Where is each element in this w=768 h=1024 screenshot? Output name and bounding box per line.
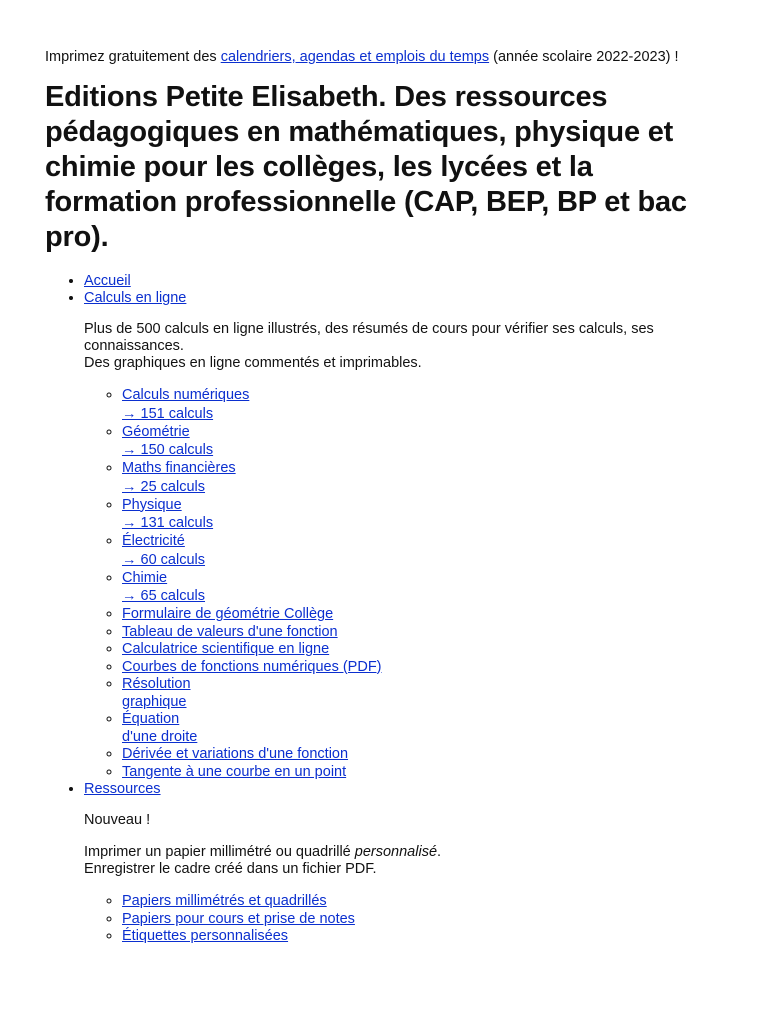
nav-item-home <box>84 273 723 290</box>
submenu-item <box>122 764 723 782</box>
ressources-desc-emphasis: personnalisé <box>354 844 438 860</box>
submenu-item <box>122 711 723 746</box>
submenu-item <box>122 460 723 496</box>
ressources-description <box>84 844 723 878</box>
ressources-desc-prefix: Imprimer un papier millimétré ou quadrillé <box>84 844 355 860</box>
calculs-desc-line2: Des graphiques en ligne commentés et imprimables. <box>84 355 422 371</box>
ressources-submenu <box>84 893 723 946</box>
ressources-link[interactable]: Ressources <box>84 781 161 797</box>
nav-item-calculs <box>84 290 723 781</box>
submenu-item <box>122 893 723 911</box>
submenu-label-line2: d'une droite <box>122 728 198 745</box>
submenu-label: Physique <box>122 496 182 513</box>
submenu-link[interactable]: Étiquettes personnalisées <box>122 928 289 944</box>
submenu-label: Résolution <box>122 676 191 692</box>
calc-count: → 25 calculs <box>122 478 206 495</box>
submenu-label: Équation <box>122 711 180 727</box>
submenu-link[interactable]: Tangente à une courbe en un point <box>122 763 347 780</box>
submenu-item <box>122 570 723 606</box>
promo-suffix: (année scolaire 2022-2023) ! <box>489 49 679 65</box>
calc-count: → 131 calculs <box>122 515 214 531</box>
submenu-item <box>122 624 723 642</box>
submenu-item <box>122 659 723 677</box>
submenu-link[interactable]: Dérivée et variations d'une fonction <box>122 746 349 762</box>
submenu-label: Géométrie <box>122 423 190 440</box>
submenu-link[interactable] <box>122 460 723 496</box>
main-nav <box>45 273 723 946</box>
new-badge: Nouveau ! <box>84 812 151 828</box>
submenu-label: Électricité <box>122 533 185 549</box>
calculs-submenu <box>84 387 723 781</box>
calculs-link[interactable]: Calculs en ligne <box>84 290 187 306</box>
submenu-item <box>122 676 723 711</box>
submenu-item <box>122 533 723 569</box>
submenu-link[interactable] <box>122 676 191 710</box>
promo-prefix: Imprimez gratuitement des <box>45 49 221 65</box>
submenu-item <box>122 424 723 460</box>
submenu-link[interactable]: Tableau de valeurs d'une fonction <box>122 623 338 640</box>
calc-count: → 65 calculs <box>122 588 206 604</box>
calc-count: → 60 calculs <box>122 551 206 568</box>
calendars-link[interactable]: calendriers, agendas et emplois du temps <box>220 49 490 65</box>
submenu-link[interactable] <box>122 570 723 606</box>
promo-banner <box>45 47 723 67</box>
submenu-link[interactable]: Courbes de fonctions numériques (PDF) <box>122 658 382 675</box>
calc-count: → 150 calculs <box>122 442 214 458</box>
submenu-label-line2: graphique <box>122 693 187 710</box>
submenu-label: Calculs numériques <box>122 387 250 403</box>
submenu-link[interactable] <box>122 711 197 745</box>
submenu-item <box>122 606 723 624</box>
submenu-link[interactable] <box>122 387 723 423</box>
submenu-item <box>122 746 723 764</box>
submenu-link[interactable]: Formulaire de géométrie Collège <box>122 606 334 622</box>
submenu-item <box>122 928 723 946</box>
submenu-link[interactable] <box>122 424 723 460</box>
submenu-item <box>122 911 723 929</box>
calc-count: → 151 calculs <box>122 405 214 422</box>
ressources-desc-suffix: . <box>437 844 442 860</box>
submenu-link[interactable] <box>122 533 723 569</box>
submenu-label: Maths financières <box>122 460 236 476</box>
page-title: Editions Petite Elisabeth. Des ressources pédagogiques en mathématiques, physique et chimie pour les collèges, les lycées et la formation professionnelle (CAP, BEP, BP et bac pro). <box>45 81 687 253</box>
submenu-link[interactable] <box>122 497 723 533</box>
submenu-link[interactable]: Papiers pour cours et prise de notes <box>122 910 355 927</box>
submenu-item <box>122 387 723 423</box>
submenu-link[interactable]: Calculatrice scientifique en ligne <box>122 641 330 657</box>
nav-item-ressources <box>84 781 723 946</box>
home-link[interactable]: Accueil <box>84 273 131 289</box>
submenu-label: Chimie <box>122 569 168 586</box>
calculs-desc-line1: Plus de 500 calculs en ligne illustrés, des résumés de cours pour vérifier ses calculs, ses connaissances. <box>84 321 654 354</box>
submenu-link[interactable]: Papiers millimétrés et quadrillés <box>122 893 327 909</box>
submenu-item <box>122 497 723 533</box>
ressources-desc-line2: Enregistrer le cadre créé dans un fichier PDF. <box>84 861 377 877</box>
calculs-description <box>84 321 723 372</box>
submenu-item <box>122 641 723 659</box>
